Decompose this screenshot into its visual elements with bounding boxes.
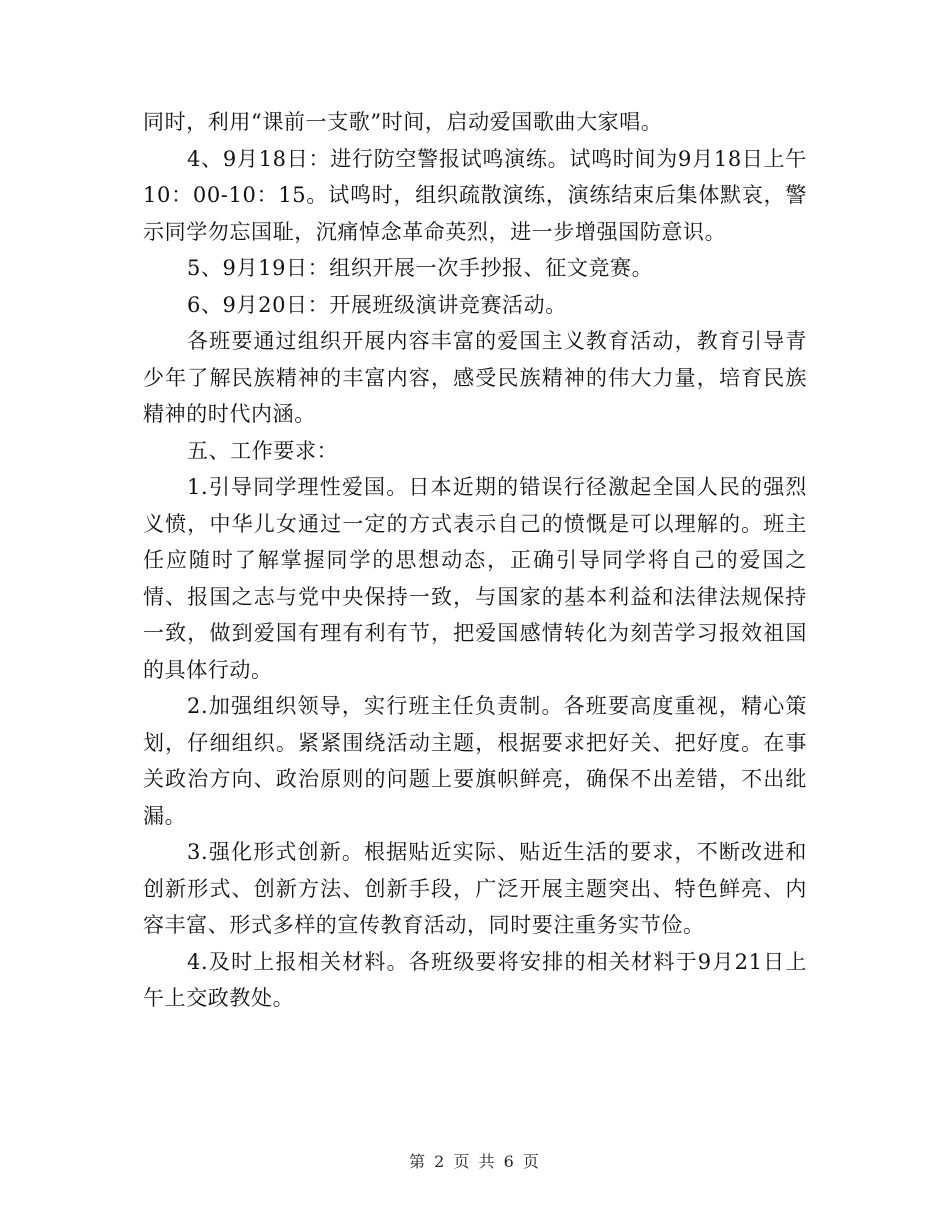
page-number-footer: 第 2 页 共 6 页 [409, 1152, 541, 1171]
paragraph-item-6-sep-20: 6、9月20日：开展班级演讲竞赛活动。 [187, 292, 567, 317]
paragraph-requirement-2: 2.加强组织领导，实行班主任负责制。各班要高度重视，精心策划，仔细组织。紧紧围绕活动主题，根据要求把好关、把好度。在事关政治方向、政治原则的问题上要旗帜鲜亮，确保不出差错，不出纰漏。 [143, 694, 807, 828]
document-body [143, 104, 807, 1017]
section-heading-work-requirements: 五、工作要求： [187, 438, 339, 463]
paragraph-item-4-sep-18: 4、9月18日：进行防空警报试鸣演练。试鸣时间为9月18日上午10：00-10：15。试鸣时，组织疏散演练，演练结束后集体默哀，警示同学勿忘国耻，沉痛悼念革命英烈，进一步增强国防意识。 [143, 146, 807, 244]
paragraph-requirement-3: 3.强化形式创新。根据贴近实际、贴近生活的要求，不断改进和创新形式、创新方法、创新手段，广泛开展主题突出、特色鲜亮、内容丰富、形式多样的宣传教育活动，同时要注重务实节俭。 [143, 840, 807, 937]
paragraph-requirement-4: 4.及时上报相关材料。各班级要将安排的相关材料于9月21日上午上交政教处。 [143, 949, 807, 1010]
paragraph-summary: 各班要通过组织开展内容丰富的爱国主义教育活动，教育引导青少年了解民族精神的丰富内容，感受民族精神的伟大力量，培育民族精神的时代内涵。 [143, 329, 807, 426]
paragraph-continuation: 同时，利用“课前一支歌”时间，启动爱国歌曲大家唱。 [143, 110, 663, 134]
paragraph-requirement-1: 1.引导同学理性爱国。日本近期的错误行径激起全国人民的强烈义愤，中华儿女通过一定的方式表示自己的愤慨是可以理解的。班主任应随时了解掌握同学的思想动态，正确引导同学将自己的爱国之情、报国之志与党中央保持一致，与国家的基本利益和法律法规保持一致，做到爱国有理有利有节，把爱国感情转化为刻苦学习报效祖国的具体行动。 [143, 475, 807, 682]
paragraph-item-5-sep-19: 5、9月19日：组织开展一次手抄报、征文竞赛。 [187, 256, 654, 280]
